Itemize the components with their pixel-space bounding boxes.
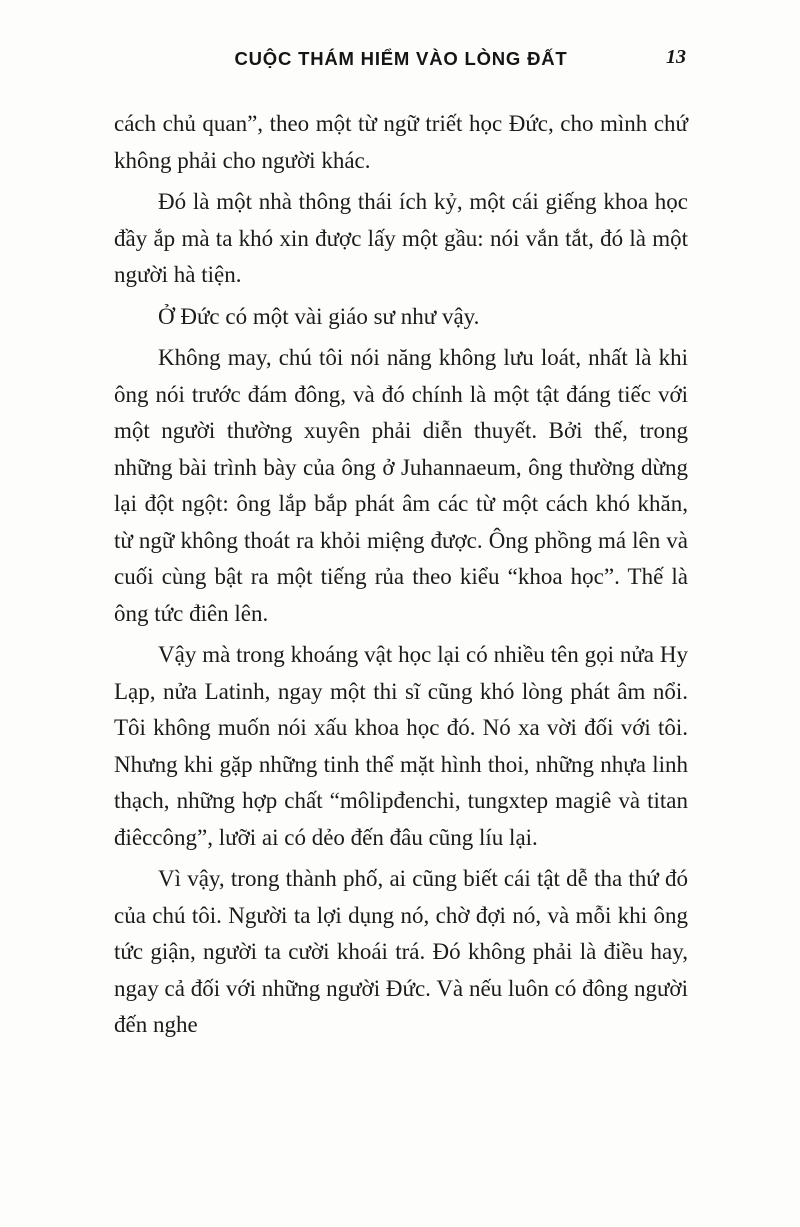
paragraph: Đó là một nhà thông thái ích kỷ, một cái giếng khoa học đầy ắp mà ta khó xin được lấy một gầu: nói vắn tắt, đó là một người hà tiện. — [114, 189, 688, 287]
page-number: 13 — [666, 46, 686, 68]
paragraph: Không may, chú tôi nói năng không lưu loát, nhất là khi ông nói trước đám đông, và đó chính là một tật đáng tiếc với một người thường xuyên phải diễn thuyết. Bởi thế, trong những bài trình bày của ông ở Juhannaeum, ông thường dừng lại đột ngột: ông lắp bắp phát âm các từ một cách khó khăn, từ ngữ không thoát ra khỏi miệng được. Ông phồng má lên và cuối cùng bật ra một tiếng rủa theo kiểu “khoa học”. Thế là ông tức điên lên. — [114, 345, 688, 626]
paragraph: Vì vậy, trong thành phố, ai cũng biết cái tật dễ tha thứ đó của chú tôi. Người ta lợi dụng nó, chờ đợi nó, và mỗi khi ông tức giận, người ta cười khoái trá. Đó không phải là điều hay, ngay cả đối với những người Đức. Và nếu luôn có đông người đến nghe — [114, 866, 688, 1037]
paragraph: Vậy mà trong khoáng vật học lại có nhiều tên gọi nửa Hy Lạp, nửa Latinh, ngay một thi sĩ cũng khó lòng phát âm nổi. Tôi không muốn nói xấu khoa học đó. Nó xa vời đối với tôi. Nhưng khi gặp những tinh thể mặt hình thoi, những nhựa linh thạch, những hợp chất “môlipđenchi, tungxtep magiê và titan điêccông”, lưỡi ai có dẻo đến đâu cũng líu lại. — [114, 642, 688, 850]
paragraph: cách chủ quan”, theo một từ ngữ triết học Đức, cho mình chứ không phải cho người khác. — [114, 111, 688, 173]
body-text — [114, 106, 688, 1044]
page-header — [114, 46, 688, 76]
running-title: CUỘC THÁM HIỂM VÀO LÒNG ĐẤT — [234, 48, 568, 69]
paragraph: Ở Đức có một vài giáo sư như vậy. — [158, 303, 480, 329]
